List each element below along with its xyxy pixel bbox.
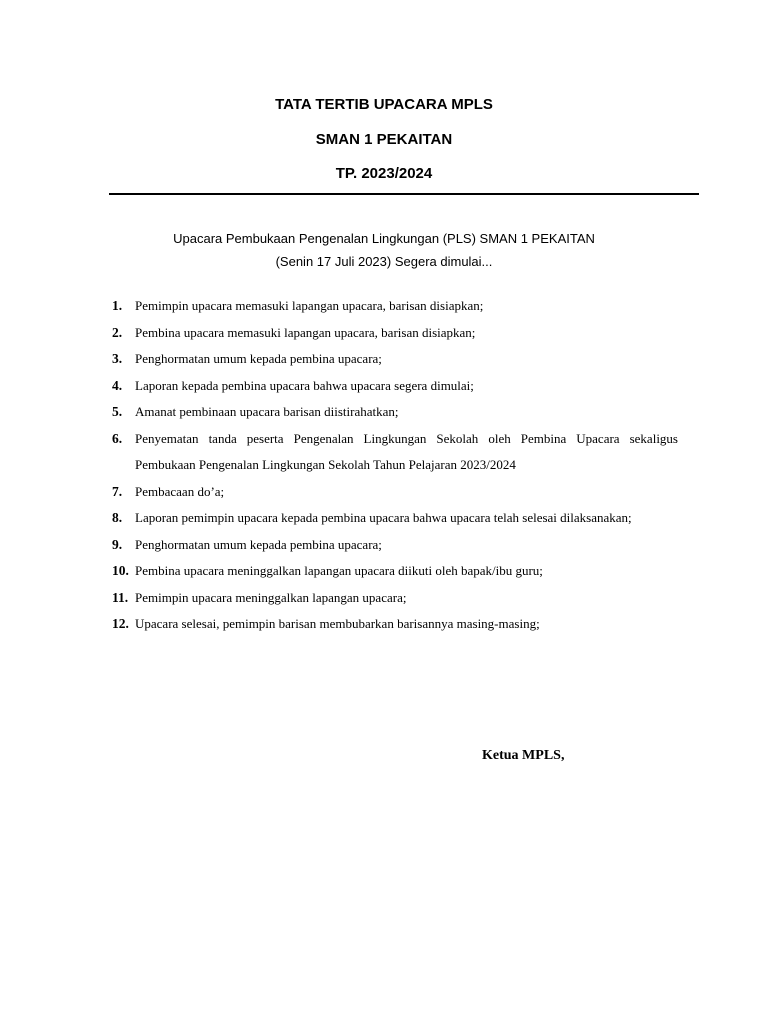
item-text: Penghormatan umum kepada pembina upacara; xyxy=(135,351,382,366)
item-number: 10. xyxy=(112,563,129,578)
item-number: 6. xyxy=(112,430,123,446)
item-text: Pembacaan do’a; xyxy=(135,483,225,499)
item-number: 4. xyxy=(112,377,123,393)
list-item xyxy=(112,426,678,479)
item-text: Pemimpin upacara memasuki lapangan upacara, barisan disiapkan; xyxy=(135,298,484,313)
item-number: 12. xyxy=(112,616,129,631)
header-divider xyxy=(109,193,699,195)
school-name: SMAN 1 PEKAITAN xyxy=(315,131,453,148)
item-number: 8. xyxy=(112,510,123,525)
item-text: Laporan pemimpin upacara kepada pembina upacara bahwa upacara telah selesai dilaksanakan; xyxy=(135,510,632,525)
item-text: Penghormatan umum kepada pembina upacara; xyxy=(135,536,382,552)
intro-line-2: (Senin 17 Juli 2023) Segera dimulai... xyxy=(275,254,493,269)
list-item xyxy=(112,532,678,559)
list-item xyxy=(112,585,678,612)
list-item xyxy=(112,558,678,585)
list-item xyxy=(112,346,678,373)
item-number: 2. xyxy=(112,324,123,340)
list-item xyxy=(112,373,678,400)
item-number: 11. xyxy=(112,589,129,605)
signature-label: Ketua MPLS, xyxy=(482,748,565,763)
item-text: Pembina upacara memasuki lapangan upacara, barisan disiapkan; xyxy=(135,324,476,340)
list-item xyxy=(112,505,678,532)
list-item xyxy=(112,399,678,426)
list-item xyxy=(112,293,678,320)
item-text: Upacara selesai, pemimpin barisan membubarkan barisannya masing-masing; xyxy=(135,616,540,631)
list-item xyxy=(112,611,678,638)
list-item xyxy=(112,479,678,506)
item-text: Pemimpin upacara meninggalkan lapangan upacara; xyxy=(135,589,407,605)
procedure-list xyxy=(112,293,678,638)
school-year: TP. 2023/2024 xyxy=(335,165,433,182)
item-number: 7. xyxy=(112,483,123,499)
item-text: Amanat pembinaan upacara barisan diistirahatkan; xyxy=(135,404,399,419)
item-text: Laporan kepada pembina upacara bahwa upacara segera dimulai; xyxy=(135,377,474,393)
item-number: 5. xyxy=(112,404,123,419)
document-title: TATA TERTIB UPACARA MPLS xyxy=(275,96,493,113)
item-text: Penyematan tanda peserta Pengenalan Lingkungan Sekolah oleh Pembina Upacara sekaligus Pembukaan Pengenalan Lingkungan Sekolah Tahun Pelajaran 2023/2024 xyxy=(135,430,678,472)
list-item xyxy=(112,320,678,347)
item-number: 9. xyxy=(112,536,123,552)
item-number: 1. xyxy=(112,298,123,313)
item-text: Pembina upacara meninggalkan lapangan upacara diikuti oleh bapak/ibu guru; xyxy=(135,563,543,578)
item-number: 3. xyxy=(112,351,123,366)
intro-line-1: Upacara Pembukaan Pengenalan Lingkungan (PLS) SMAN 1 PEKAITAN xyxy=(173,231,595,246)
